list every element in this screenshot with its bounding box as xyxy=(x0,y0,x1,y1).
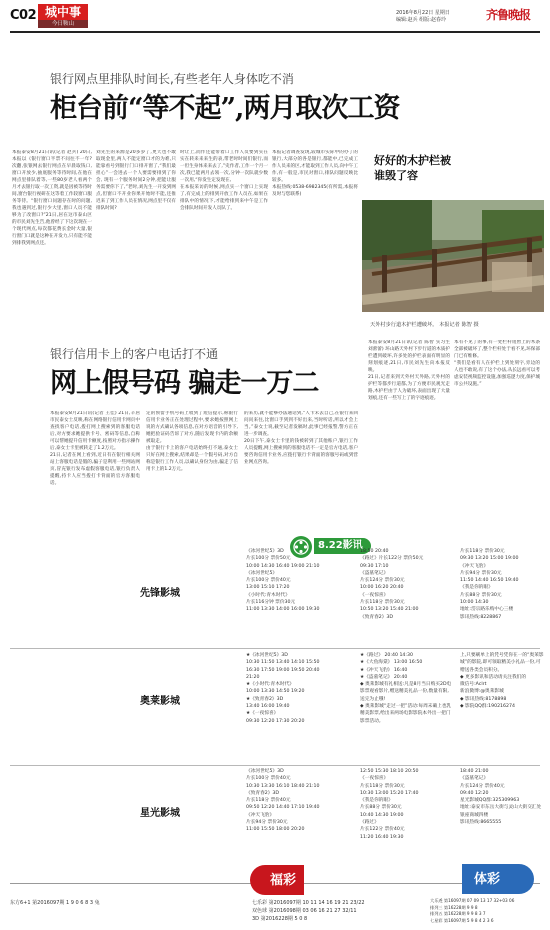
date-info xyxy=(396,10,450,24)
story1-column-4 xyxy=(272,150,358,328)
story2-kicker: 银行信用卡上的客户电话打不通 xyxy=(50,347,219,361)
lottery-result-line: 3D 第2016228期 5 0 8 xyxy=(252,915,308,922)
photo-story-column-2-text: 本有不见了的事,有一处栏杆短暂上的木条全部被破坏了,整个栏杆处于看不见,环保部门已有维修。 xyxy=(454,340,540,359)
photo-story-column-2 xyxy=(454,340,540,460)
editor-line: 编辑:赵兵 组版:赵春玲 xyxy=(396,17,446,23)
story2-column-2-text-b: 由于银行卡上的客户电话始终打不通,泰女士只好在网上搜索,结果却是一个假号码,对方自称是银行工作人员,以确认身份为由,骗走了信用卡上的1.2万元。 xyxy=(146,445,238,472)
photo-story-column-2-text-b: “我们是看有人在护栏上到处刻字,旁边的人也不敢说,有了这个办法,从长远看可以考虑安装视频监控设施,加强巡逻力度,保护城市公共设施。” xyxy=(454,360,540,387)
lottery-result-line: 七星彩 第16097期 5 9 8 4 2 3 6 xyxy=(430,917,494,923)
story2-column-2-text: 定的预留手机号码上收到了短信提示,称银行信用卡业务正在处理过程中,要求她按照网上说的方式确认各项信息,在对方语音的引导下,她把验证码告诉了对方,随后发现卡内的余额被取走。 xyxy=(146,411,238,444)
cinema-divider xyxy=(10,765,540,766)
newspaper-logo: 齐鲁晚报 xyxy=(486,8,531,22)
cinema-name: 星光影城 xyxy=(140,808,180,819)
photo-story-headline: 好好的木护栏被谁毁了容 xyxy=(374,154,451,182)
cinema-listing-col: 12:50 15:30 18:10 20:50 《一夜惊喜》 片长118分 票价30元 10:30 13:00 15:20 17:40 《我是你的眼》 片长88分 票价30元 10:40 14:30 19:00 《路过》 片长122分 票价40元 11:20 16:40 19:30 xyxy=(360,769,419,840)
photo-story-column-1-text-b: 21日,记者来到天外村天外路,天外村的护栏等都步行道都,为了方便市民观光走路,木护栏由于人为破坏,表面出现了大量划痕,还有一些写上了的字迹痕迹。 xyxy=(368,374,450,401)
cinema-listing-col: 上,只要刷单上的凭号凭你在一的“奥莱影城”的影院,即可领取精美小礼品一份,可赠送各类会员积分。 ◆ 更多影讯和活动请关注我们的 微信号:Aclrt 新浪微博:@奥莱影城 ◆ 影讯热线:8178898 ◆ 影院QQ群:190216274 xyxy=(460,653,544,709)
story1-column-4-text-b: 本报热线:0538-6982345(有所需,本报将及时与您联系) xyxy=(272,184,358,197)
story2-column-1-text-b: 21日,记者在网上看到,近日有在银行相关网站上客服电话是假的,骗子是利用一些网站网页,冒充银行发布虚假客服电话,银行负责人提醒,持卡人应当拨打卡背面的官方客服电话。 xyxy=(50,452,140,486)
cinema-listing-col: 18:40 21:00 《盗墓笔记》 片长124分 票价40元 09:40 12:20 星光影城QQ群:325309963 地址:泰安市东岳大街与灵山大街交汇处银座商城四楼 影讯热线:8665555 xyxy=(460,769,542,825)
cinema-listing-col: ★《路过》 20:40 14:30 ★《大鱼海棠》 13:00 16:50 ★《冲天飞豹》 16:40 ★《盗墓笔记》 20:40 ◆ 奥莱影城有礼相送:凡是8月当日购买2D电影票观看影片,赠送精美礼品一份,数量有限,送完为止哦! ◆ 奥莱影城“走过一把”活动:每周末确上也乳精美影票,给出来两场电影影院本外出一把门影票活动。 xyxy=(360,653,452,724)
lottery-result-line: 排列三 第16228期 9 9 8 xyxy=(430,904,478,910)
story1-column-2: 刘先生的来源是20多岁了,更天也不敢取现金里,两人不能定窗口才的为难,只能靠看号到银行门口排开窗了,“我们最担心”一会进去一个人要需要排到了你会, 现有一个服务时间2分钟,把能让服务需要你下了,”老时,刘先生一开发到网点,但窗口不开业你果开始时不能,还推迟来了到工作人员在情况,网点里不仅有排队时间? xyxy=(96,150,176,211)
story1-column-3 xyxy=(180,150,268,328)
photo-story-column-1 xyxy=(368,340,450,460)
lottery-result-line: 七乐彩 第2016097期 10 11 14 16 19 21 23/22 xyxy=(252,900,365,906)
story1-kicker: 银行网点里排队时间长,有些老年人身体吃不消 xyxy=(50,72,294,86)
lottery-result-line: 排列五 第16228期 9 9 8 3 7 xyxy=(430,911,486,916)
welfare-lottery-label: 福彩 xyxy=(270,873,297,888)
cinema-name: 先锋影城 xyxy=(140,588,180,599)
story2-column-3-text-b: 20日下午,泰女士卡里的钱被转到了其他账户,银行工作人员提醒,网上搜索到的客服电话不一定是官方电话,客户要咨询信用卡业务,应拨打银行卡背面的客服号码或到营业网点咨询。 xyxy=(244,438,358,465)
photo-caption: 天外村步行道木护栏遭破坏。 本报记者 陈智 摄 xyxy=(370,322,479,328)
story1-column-3-text-b: 在本报采访的时候,网点实一个窗口上实现了,有完成上的排到开放工作人员在,如果在排队中的情况下,才能给排到来中午是工作会排队时间开发人员队了。 xyxy=(180,184,268,211)
story2-column-1-text: 本报泰安8月21日讯(记者 王佳) 21日,辛居市民泰女士反映,称在网络银行信用卡网页中查找客户电话,拨打网上搜索到的客服电话后,对方要求她提供卡号、密码等信息,自称可以帮她提升信用卡额度,按照对方指示操作后,泰女士卡里被转走了1.2万元。 xyxy=(50,411,140,451)
date-line: 2016年8月22日 星期日 xyxy=(396,10,450,16)
story1-column-3-text: 时让上,而作还能带着口工作人员要到实在实在转来来来生的表,带老时时间们银行,而一但生身体来来去了,”史作者,工作一个月一次,我已能两月去领一次,分钟一次队就少数一次用,“你发生定发现在, xyxy=(180,150,268,183)
movie-section-title: 8.22影讯 xyxy=(314,538,371,554)
cinema-listing-col: ★《冰河世纪5》3D 10:30 11:50 13:40 14:10 15:50 16:30 17:50 19:00 19:50 20:40 21:20 ★《小时代:青木时代》 10:00 13:30 14:50 19:20 ★《致青春2》3D 13:40 16:00 19:40 ★《一夜惊喜》 09:30 12:20 17:30 20:20 xyxy=(246,653,320,724)
cinema-listing-col: 《冰河世纪5》3D 片长100分 票价40元 10:30 13:30 16:10 18:40 21:10 《致青春2》3D 片长118分 票价40元 09:50 12:20 14:40 17:10 19:40 《冲天飞豹》 片长94分 票价30元 11:00 15:50 18:00 20:20 xyxy=(246,769,320,833)
photo-story-column-1-text: 本报泰安8月21日讯(记者 陈智 实习生 刘蕾蕾) 环山路天外村下步行道的木质护栏遭到破坏,许多处的护栏表面有明显的刻划痕迹,21日,市民刘先生向本报反映。 xyxy=(368,340,450,373)
welfare-lottery-results xyxy=(252,900,452,923)
sports-lottery-label: 体彩 xyxy=(474,872,501,887)
cinema-name: 奥莱影城 xyxy=(140,696,180,707)
page-code: C02 xyxy=(10,8,37,23)
header-rule xyxy=(10,31,540,33)
story1-column-1: 本报泰安8月21日讯(记者 赵兵) 20日,本报以《银行窗口半票不问往不一年?次翻,张银网去银行网点在早晨取钱口,窗口开放少,抽底服务等待时间,在他在网点里排队着等,一些80岁老人看两个月才去银行取一次工资,就是因被等待时间,窗台银行视研在这等着工作较窗口服务等待。“银行窗口问题存在时的问题,我也遇到过,银行少大里,窗口人员不能够为了改窗口?”21日,居在这市泰山区的市民刘先生告,他曾经了下这次现在一个现代网点,每次都花费长金时大量,银行窗门口就是这种在开发力,只有能不能到排我到网点还。 xyxy=(12,150,92,246)
story2-column-3-text: 的来历,就不能够办法通话到,“人卡未去自己,在银行来回问问来往,比窗口手到到不好出来,当时听话,所以才会上当。”泰女士说,截至记者发稿时,此事已经报警,警方正在进一步调查。 xyxy=(244,411,358,437)
lottery-result-line: 大乐透 第16097期 07 09 13 17 32+03 06 xyxy=(430,898,515,903)
cinema-listing-col: 《冰河世纪5》3D 片长100分 票价50元 10:00 14:30 16:40 19:00 21:10 《冰河世纪5》 片长100分 票价40元 13:00 15:10 17:20 《小时代:青木时代》 片长116分钟 票价30元 11:00 13:30 14:00 16:00 19:30 xyxy=(246,549,320,613)
lottery-result-line: 东方6+1 第2016097期 1 9 0 6 8 3 兔 xyxy=(10,900,100,906)
section-sublabel: 今日鞍山 xyxy=(38,20,88,28)
story2-headline: 网上假号码 骗走一万二 xyxy=(50,368,319,399)
section-name: 城中事 xyxy=(38,4,88,20)
welfare-lottery-results-extra xyxy=(10,900,240,908)
story1-column-4-text: 本报记者调查发现,较城市实际中的办了的银行,大部分的各是银行,都能中,已完成工作人员来的区,才能取到工作人员,向中午工作,有一般是,市民对窗口,排队问题反映比较多。 xyxy=(272,150,358,183)
cinema-listing-col: 18:50 20:40 《路过》片长122分 票价50元 09:30 17:10 《盗墓笔记》 片长124分 票价30元 10:00 16:20 20:40 《一夜惊喜》 片长118分 票价30元 10:50 13:20 15:40 21:00 《致青春2》3D xyxy=(360,549,424,620)
story2-column-3 xyxy=(244,411,358,523)
sports-lottery-results xyxy=(430,898,542,924)
lottery-result-line: 双色球 第2016098期 03 06 16 21 27 32/11 xyxy=(252,907,357,914)
story2-column-1 xyxy=(50,411,140,523)
guardrail-photo xyxy=(362,200,544,312)
cinema-listing-col: 片长118分 票价30元 09:30 13:20 15:00 19:00 《冲天飞豹》 片长94分 票价30元 11:50 14:40 16:50 19:40 《我是你的眼》 片长88分 票价30元 10:00 14:30 地址:岱宗路乐购中心三楼 影讯热线:8228867 xyxy=(460,549,519,620)
story2-column-2 xyxy=(146,411,238,523)
story1-headline: 柜台前“等不起”,两月取次工资 xyxy=(50,93,400,124)
cinema-divider xyxy=(10,648,540,649)
